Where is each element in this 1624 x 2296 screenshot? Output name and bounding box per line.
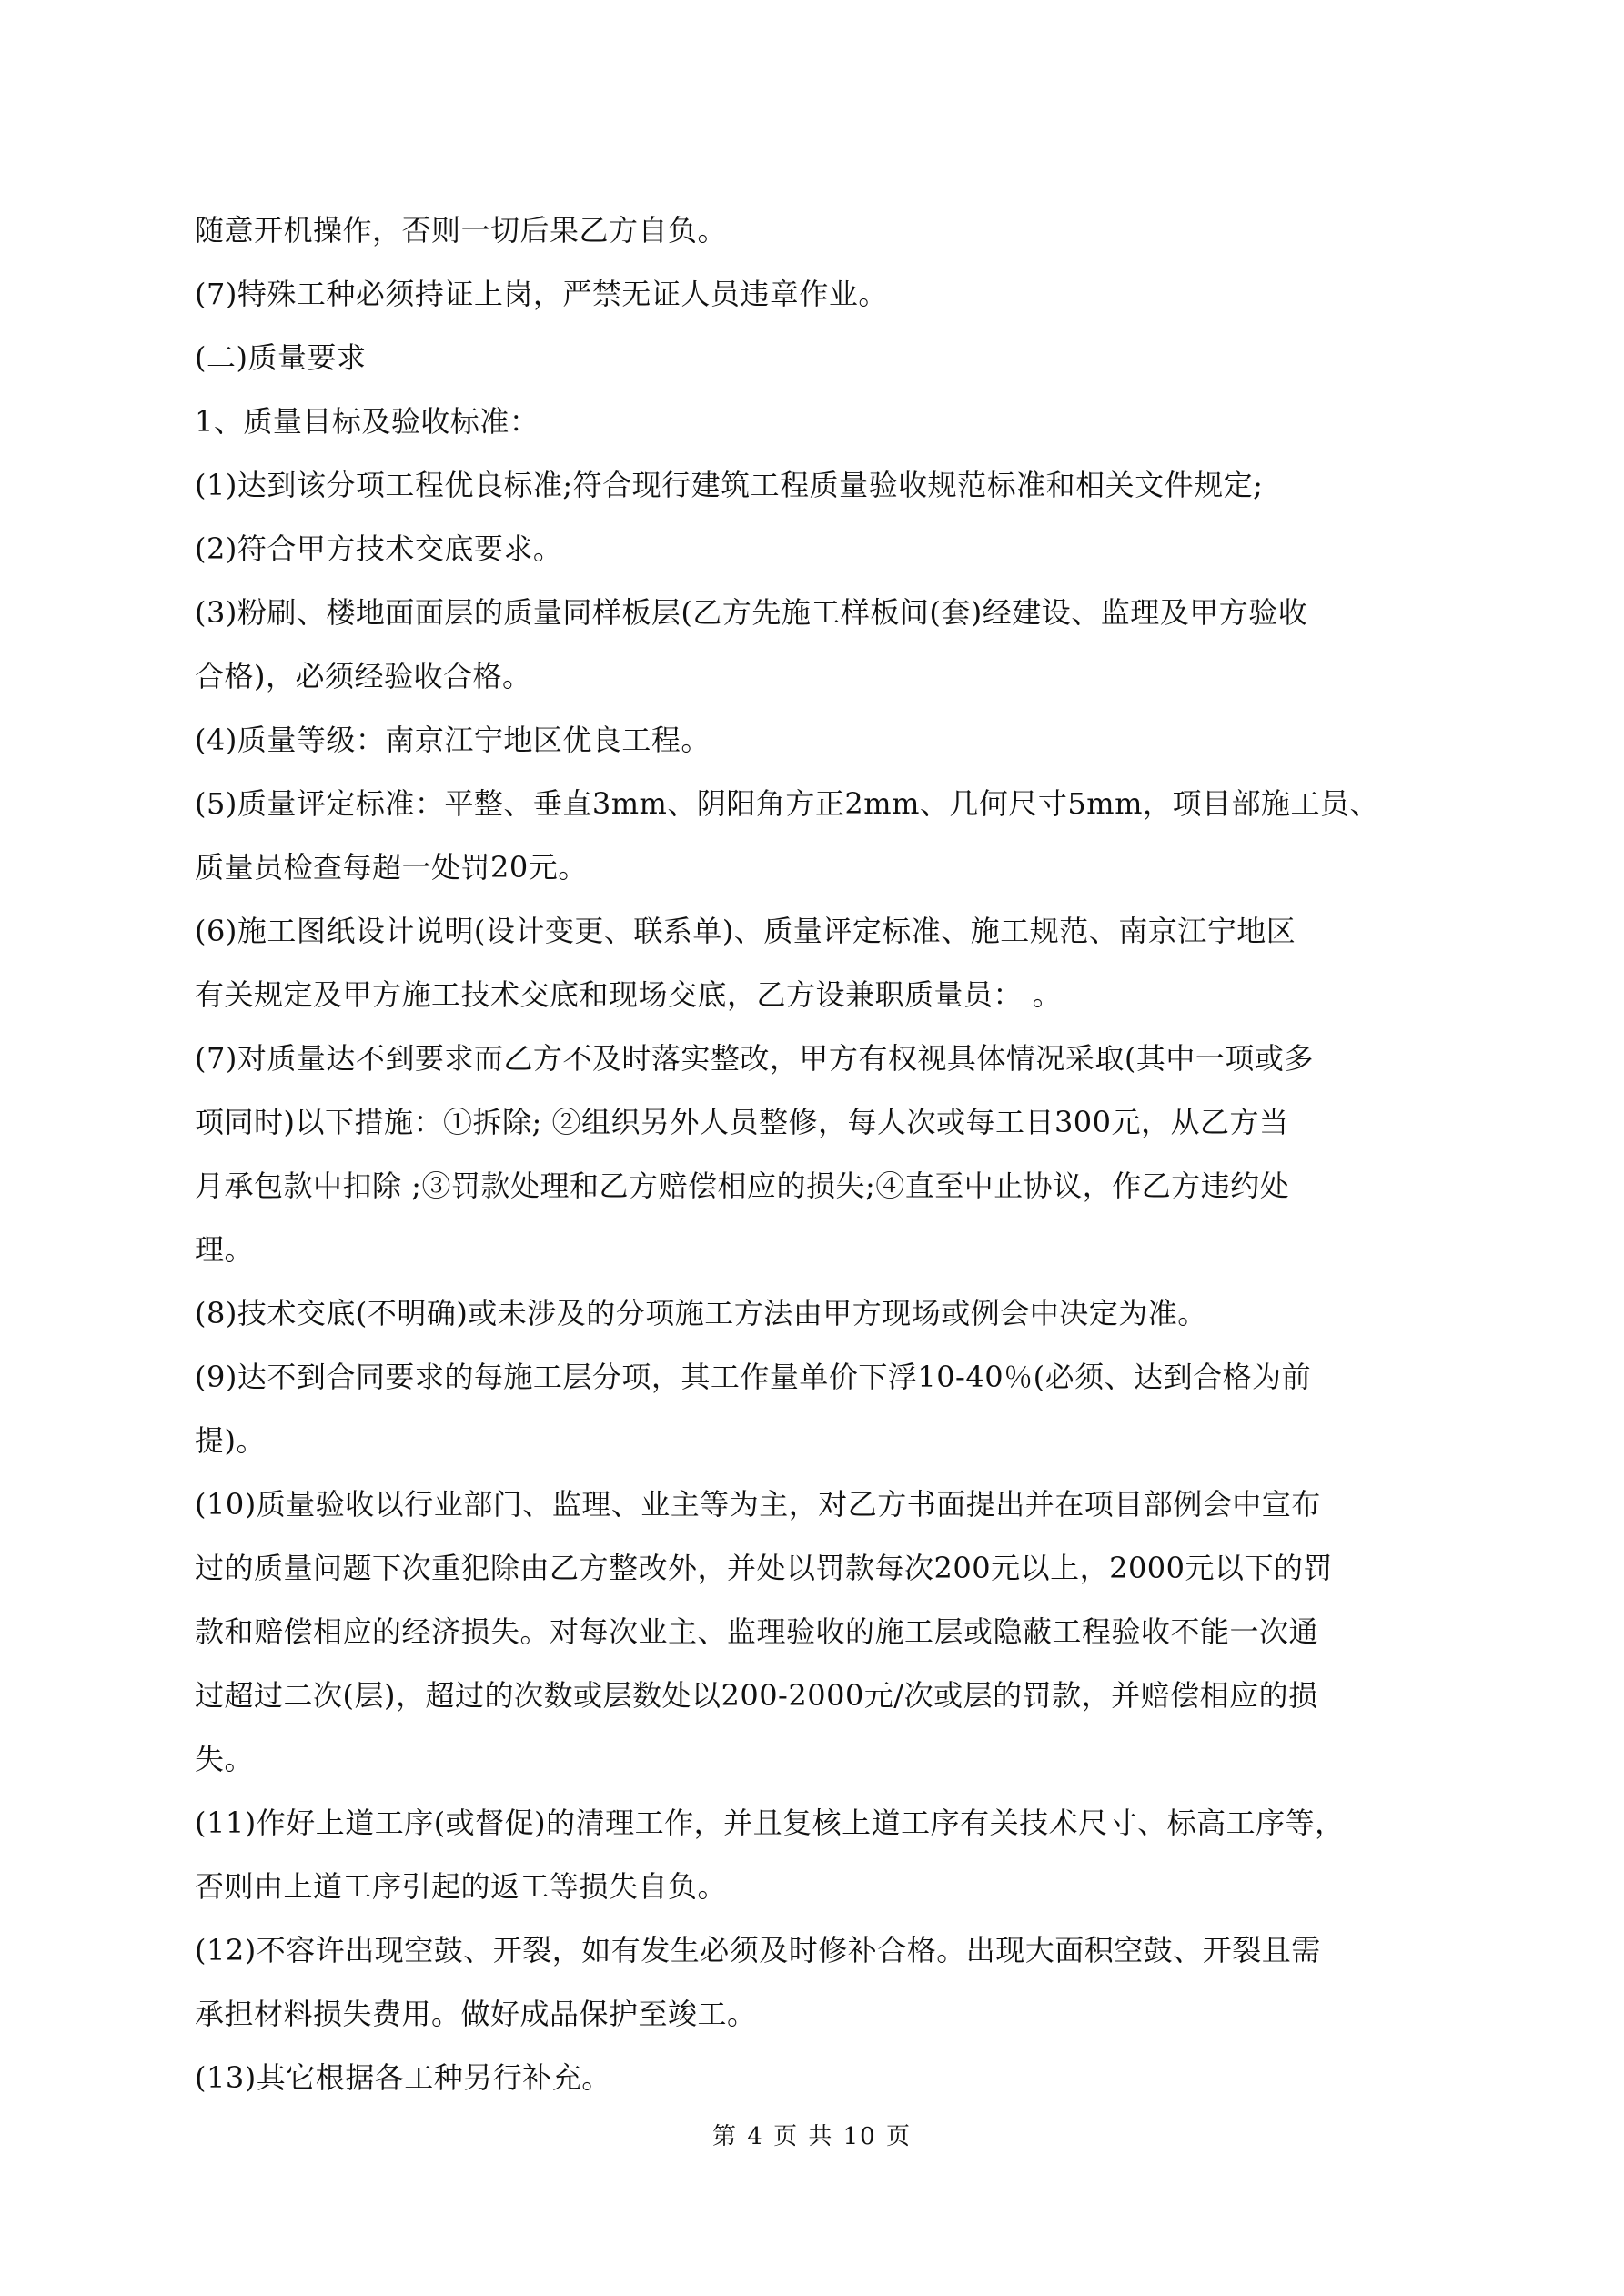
text-line: (8)技术交底(不明确)或未涉及的分项施工方法由甲方现场或例会中决定为准。 [195,1296,1207,1330]
text-line: (9)达不到合同要求的每施工层分项，其工作量单价下浮10-40％(必须、达到合格为前 [195,1360,1312,1394]
section-heading: (二)质量要求 [195,340,367,375]
text-line: 质量员检查每超一处罚20元。 [195,850,588,885]
text-line: 合格)，必须经验收合格。 [195,659,532,693]
text-line: (3)粉刷、楼地面面层的质量同样板层(乙方先施工样板间(套)经建设、监理及甲方验收 [195,595,1308,630]
text-line: (13)其它根据各工种另行补充。 [195,2060,611,2095]
text-line: 提)。 [195,1423,266,1458]
text-line: (4)质量等级：南京江宁地区优良工程。 [195,723,711,757]
text-line: 随意开机操作，否则一切后果乙方自负。 [195,213,728,248]
text-line: (1)达到该分项工程优良标准;符合现行建筑工程质量验收规范标准和相关文件规定; [195,468,1264,502]
text-line: 有关规定及甲方施工技术交底和现场交底，乙方设兼职质量员： 。 [195,977,1063,1012]
text-line: (2)符合甲方技术交底要求。 [195,531,563,566]
text-line: 过的质量问题下次重犯除由乙方整改外，并处以罚款每次200元以上，2000元以下的罚 [195,1551,1334,1585]
text-line: (12)不容许出现空鼓、开裂，如有发生必须及时修补合格。出现大面积空鼓、开裂且需 [195,1933,1321,1967]
text-line: 项同时)以下措施：①拆除; ②组织另外人员整修，每人次或每工日300元，从乙方当 [195,1105,1289,1139]
text-line: 失。 [195,1742,255,1776]
subsection-heading: 1、质量目标及验收标准： [195,404,540,439]
text-line: 理。 [195,1232,255,1267]
text-line: (5)质量评定标准：平整、垂直3mm、阴阳角方正2mm、几何尺寸5mm，项目部施工员、 [195,786,1379,821]
text-line: (6)施工图纸设计说明(设计变更、联系单)、质量评定标准、施工规范、南京江宁地区 [195,914,1296,948]
page-number-footer: 第 4 页 共 10 页 [712,2123,912,2150]
text-line: (7)特殊工种必须持证上岗，严禁无证人员违章作业。 [195,277,888,311]
text-line: 月承包款中扣除 ;③罚款处理和乙方赔偿相应的损失;④直至中止协议，作乙方违约处 [195,1168,1290,1203]
text-line: 款和赔偿相应的经济损失。对每次业主、监理验收的施工层或隐蔽工程验收不能一次通 [195,1614,1319,1649]
text-line: (11)作好上道工序(或督促)的清理工作，并且复核上道工序有关技术尺寸、标高工序等， [195,1805,1345,1840]
body-text [195,198,1450,2109]
text-line: (7)对质量达不到要求而乙方不及时落实整改，甲方有权视具体情况采取(其中一项或多 [195,1041,1314,1076]
text-line: 否则由上道工序引起的返工等损失自负。 [195,1869,728,1904]
text-line: 过超过二次(层)，超过的次数或层数处以200-2000元/次或层的罚款，并赔偿相应的损 [195,1678,1318,1713]
text-line: (10)质量验收以行业部门、监理、业主等为主，对乙方书面提出并在项目部例会中宣布 [195,1487,1321,1522]
text-line: 承担材料损失费用。做好成品保护至竣工。 [195,1997,757,2031]
